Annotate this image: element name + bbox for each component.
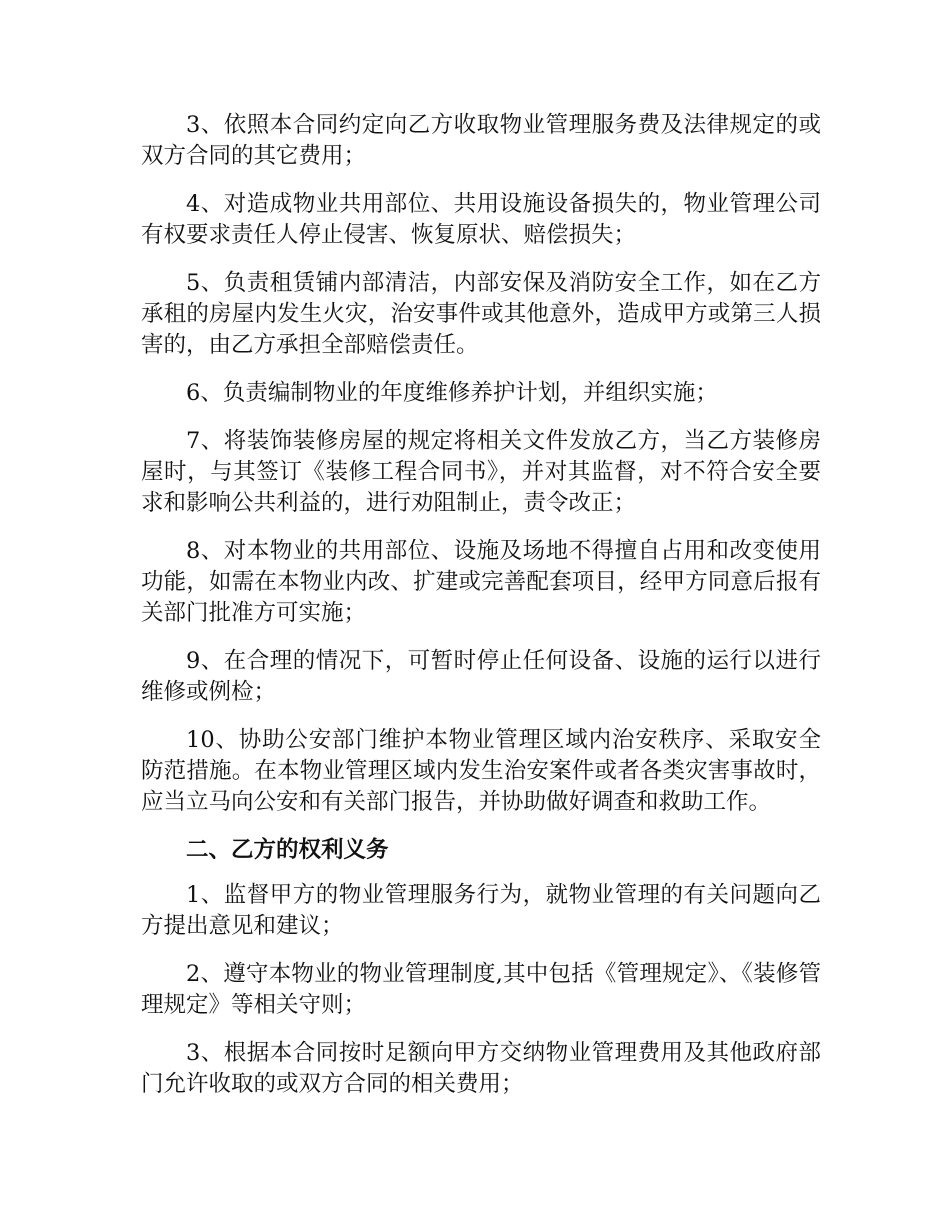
clause-paragraph: 9、在合理的情况下，可暂时停止任何设备、设施的运行以进行维修或例检； — [141, 648, 821, 705]
clause-paragraph: 1、监督甲方的物业管理服务行为，就物业管理的有关问题向乙方提出意见和建议； — [141, 882, 821, 939]
clause-paragraph: 10、协助公安部门维护本物业管理区域内治安秩序、采取安全防范措施。在本物业管理区域内发生治安案件或者各类灾害事故时，应当立马向公安和有关部门报告，并协助做好调查和救助工作。 — [141, 727, 821, 815]
clause-paragraph: 8、对本物业的共用部位、设施及场地不得擅自占用和改变使用功能，如需在本物业内改、扩建或完善配套项目，经甲方同意后报有关部门批准方可实施； — [141, 538, 821, 626]
clause-paragraph: 6、负责编制物业的年度维修养护计划，并组织实施； — [186, 380, 718, 406]
clause-paragraph: 5、负责租赁铺内部清洁，内部安保及消防安全工作，如在乙方承租的房屋内发生火灾，治安事件或其他意外，造成甲方或第三人损害的，由乙方承担全部赔偿责任。 — [141, 270, 821, 358]
clause-paragraph: 4、对造成物业共用部位、共用设施设备损失的，物业管理公司有权要求责任人停止侵害、恢复原状、赔偿损失； — [141, 191, 821, 248]
clause-paragraph: 2、遵守本物业的物业管理制度,其中包括《管理规定》、《装修管理规定》等相关守则； — [141, 961, 821, 1018]
clause-paragraph: 7、将装饰装修房屋的规定将相关文件发放乙方，当乙方装修房屋时，与其签订《装修工程合同书》，并对其监督，对不符合安全要求和影响公共利益的，进行劝阻制止，责令改正； — [141, 428, 821, 516]
section-heading: 二、乙方的权利义务 — [186, 837, 389, 863]
clause-paragraph: 3、依照本合同约定向乙方收取物业管理服务费及法律规定的或双方合同的其它费用； — [141, 112, 821, 169]
document-page — [141, 110, 821, 1117]
clause-paragraph: 3、根据本合同按时足额向甲方交纳物业管理费用及其他政府部门允许收取的或双方合同的相关费用； — [141, 1040, 821, 1097]
